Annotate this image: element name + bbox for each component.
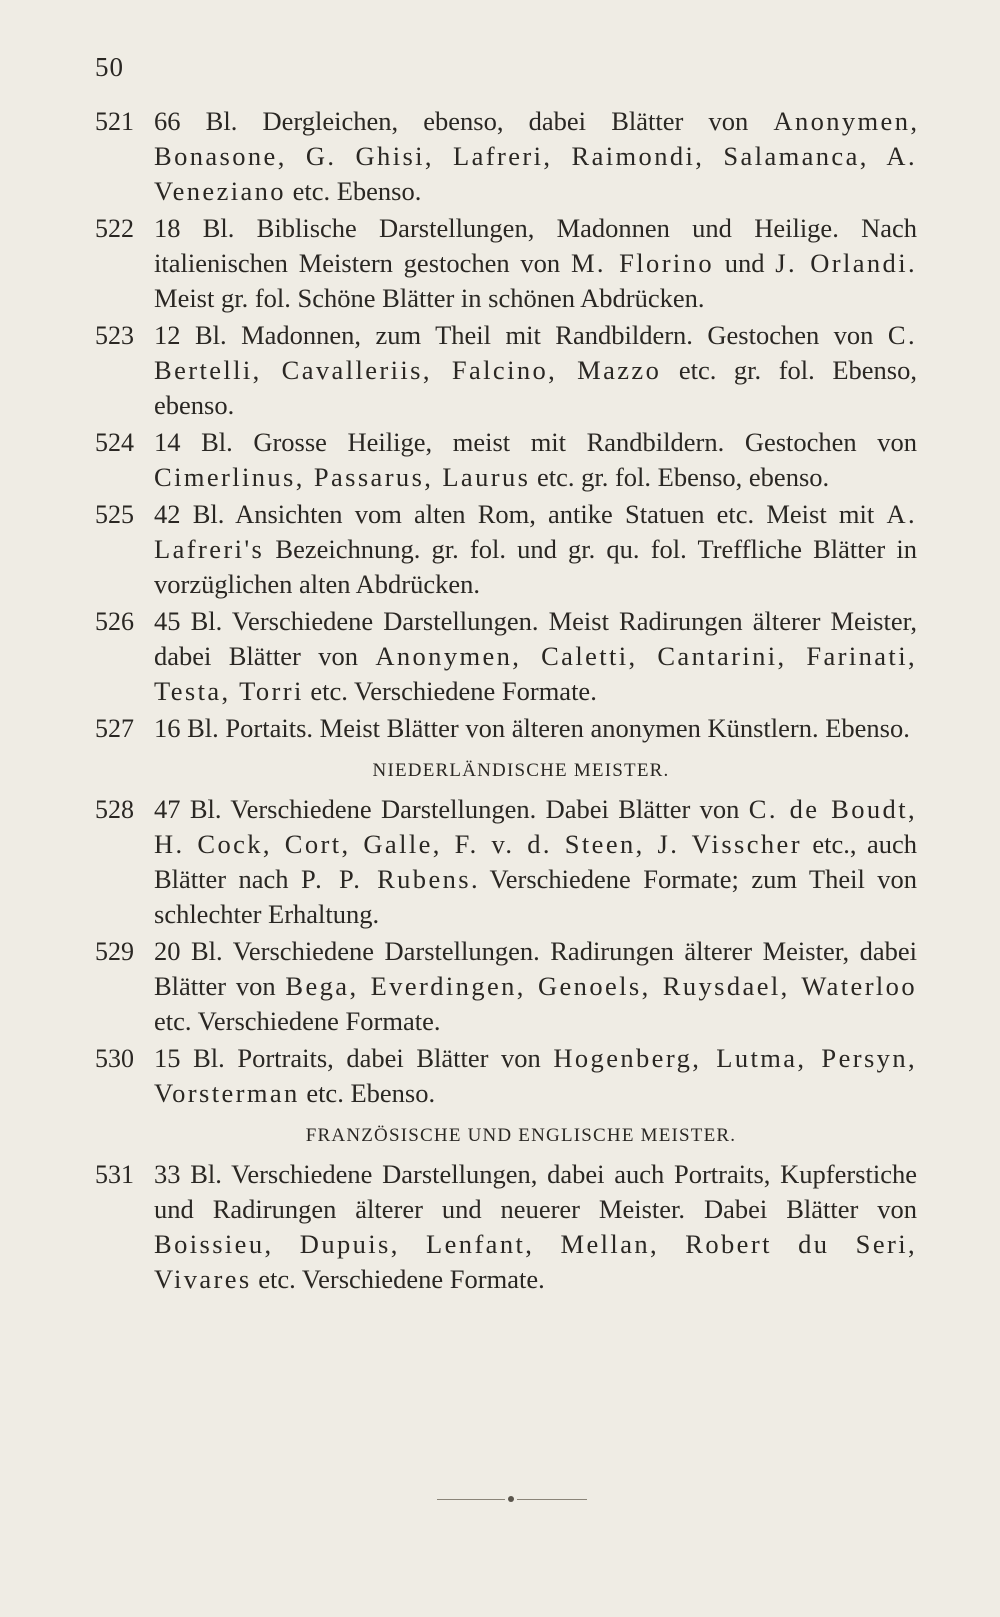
artist-names: Bega, Everdingen, Genoels, Ruysdael, Waterloo [285,971,917,1001]
lot-number: 523 [95,321,134,350]
entry-text: 14 Bl. Grosse Heilige, meist mit Randbildern. Gestochen von [154,427,917,457]
lot-number: 521 [95,107,134,136]
entry-text: etc. Ebenso. [299,1078,436,1108]
entry-text: 33 Bl. Verschiedene Darstellungen, dabei auch Portraits, Kupferstiche und Radirungen älterer und neuerer Meister. Dabei Blätter von [154,1159,917,1224]
entry-text: 45 Bl. Verschiedene Darstellungen. Meist Radirungen älterer Meister, dabei Blätter von [154,606,917,671]
entry-text: etc. gr. fol. Ebenso, ebenso. [154,355,917,420]
catalog-entries [95,104,917,1299]
artist-names: A. Lafreri's [154,499,917,564]
entry-text: . Verschiedene Formate; zum Theil von schlechter Erhaltung. [154,864,917,929]
entry-text: 15 Bl. Portraits, dabei Blätter von [154,1043,554,1073]
catalog-entry [95,792,917,932]
artist-names: M. Florino [570,248,714,278]
catalog-entry [95,711,917,746]
artist-names: Hogenberg, Lutma, Persyn, Vorsterman [154,1043,917,1108]
lot-number: 524 [95,428,134,457]
entry-text: 16 Bl. Portaits. Meist Blätter von älteren anonymen Künstlern. Ebenso. [154,713,910,743]
catalog-entry [95,604,917,709]
entry-text: etc. Verschiedene Formate. [303,676,597,706]
section-heading: FRANZÖSISCHE UND ENGLISCHE MEISTER. [305,1125,737,1146]
entry-text: 66 Bl. Dergleichen, ebenso, dabei Blätter von [154,106,774,136]
catalog-entry [95,1041,917,1111]
artist-names: C. Bertelli, Cavalleriis, Falcino, Mazzo [154,320,917,385]
entry-text: 42 Bl. Ansichten vom alten Rom, antike Statuen etc. Meist mit [154,499,887,529]
entry-text: Bezeichnung. gr. fol. und gr. qu. fol. Treffliche Blätter in vorzüglichen alten Abdrücken. [154,534,917,599]
section-heading: NIEDERLÄNDISCHE MEISTER. [372,760,670,781]
artist-names: Anonymen [773,106,911,136]
artist-names: C. de Boudt, H. Cock, Cort, Galle, F. v. d. Steen, J. Visscher [154,794,917,859]
lot-number: 529 [95,937,134,966]
lot-number: 528 [95,795,134,824]
artist-names: Boissieu, Dupuis, Lenfant, Mellan, Robert du Seri, Vivares [154,1229,917,1294]
lot-number: 526 [95,607,134,636]
entry-text: 20 Bl. Verschiedene Darstellungen. Radirungen älterer Meister, dabei Blätter von [154,936,917,1001]
catalog-entry [95,425,917,495]
artist-names: Cimerlinus, Passarus, Laurus [154,462,531,492]
end-ornament [437,1495,587,1505]
artist-names: Bonasone, G. Ghisi, Lafreri, Raimondi, Salamanca, A. Veneziano [154,141,917,206]
entry-text: 12 Bl. Madonnen, zum Theil mit Randbildern. Gestochen von [154,320,888,350]
lot-number: 527 [95,714,134,743]
catalog-entry [95,104,917,209]
artist-names: Anonymen, Caletti, Cantarini, Farinati, Testa, Torri [154,641,917,706]
catalog-entry [95,934,917,1039]
catalog-entry [95,318,917,423]
entry-text: , [910,106,917,136]
entry-text: etc. Verschiedene Formate. [154,1006,441,1036]
entry-text: etc. Verschiedene Formate. [251,1264,545,1294]
entry-text: etc. gr. fol. Ebenso, ebenso. [530,462,830,492]
entry-text: und [713,248,776,278]
page-number: 50 [95,52,124,82]
entry-text: Meist gr. fol. Schöne Blätter in schönen Abdrücken. [154,283,705,313]
artist-names: J. Orlandi. [775,248,917,278]
entry-text: 18 Bl. Biblische Darstellungen, Madonnen und Heilige. Nach italienischen Meistern gestochen von [154,213,917,278]
entry-text: etc., auch Blätter nach [154,829,917,894]
entry-text: etc. Ebenso. [285,176,422,206]
lot-number: 531 [95,1160,134,1189]
catalog-entry [95,211,917,316]
entry-text: 47 Bl. Verschiedene Darstellungen. Dabei Blätter von [154,794,749,824]
lot-number: 522 [95,214,134,243]
catalog-entry [95,497,917,602]
lot-number: 525 [95,500,134,529]
artist-names: P. P. Rubens [300,864,471,894]
lot-number: 530 [95,1044,134,1073]
catalog-entry [95,1157,917,1297]
